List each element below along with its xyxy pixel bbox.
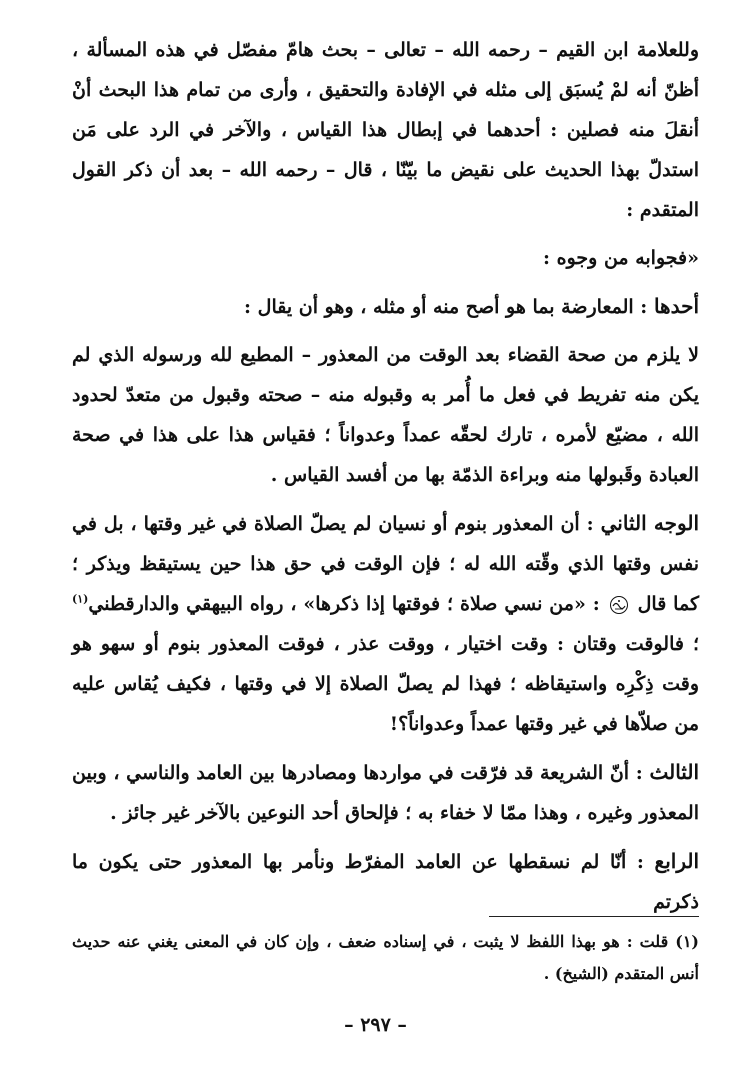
footnote-1-text: (١) قلت : هو بهذا اللفظ لا يثبت ، في إسناده ضعف ، وإن كان في المعنى يغني عنه حديث أنس المتقدم (الشيخ) .	[72, 932, 699, 983]
footnote-reference[interactable]: (١)	[72, 592, 89, 606]
first-point-heading: أحدها	[653, 294, 699, 318]
third-point-heading: الثالث	[649, 760, 699, 784]
paragraph-intro	[72, 30, 699, 230]
paragraph-third-point	[72, 752, 699, 833]
intro-text: وللعلامة ابن القيم – رحمه الله – تعالى – بحث هامّ مفصّل في هذه المسألة ، أظنّ أنه لمْ يُسبَق إلى مثله في الإفادة والتحقيق ، وأرى من تمام هذا البحث أنْ أنقلَ منه فصلين : أحدهما في إبطال هذا القياس ، والآخر في الرد على مَن استدلّ بهذا الحديث على نقيض ما بيّنّا ، قال – رحمه الله – بعد أن ذكر القول المتقدم :	[72, 39, 699, 221]
first-point-text: : المعارضة بما هو أصح منه أو مثله ، وهو أن يقال :	[244, 296, 654, 318]
paragraph-fourth-point	[72, 841, 699, 922]
paragraph-second-point	[72, 503, 699, 744]
second-point-text-c: ؛ فالوقت وقتان : وقت اختيار ، ووقت عذر ، فوقت المعذور بنوم أو سهو هو وقت ذِكْرِه واستيقاظه ؛ فهذا لم يصلّ الصلاة إلا في وقتها ، فكيف يُقاس عليه من صلاّها في غير وقتها عمداً وعدواناً؟!	[72, 633, 699, 735]
third-point-text: : أنّ الشريعة قد فرّقت في مواردها ومصادرها بين العامد والناسي ، وبين المعذور وغيره ، وهذا ممّا لا خفاء به ؛ فإلحاق أحد النوعين بالآخر غير جائز .	[72, 762, 699, 824]
second-point-heading: الوجه الثاني	[600, 511, 699, 535]
second-point-text-b: : «من نسي صلاة ؛ فوقتها إذا ذكرها» ، رواه البيهقي والدارقطني	[88, 593, 607, 615]
paragraph-first-point	[72, 286, 699, 327]
fourth-point-heading: الرابع	[654, 849, 699, 873]
page-number: – ٢٩٧ –	[344, 1014, 407, 1036]
fourth-point-text: : أنّا لم نسقطها عن العامد المفرّط ونأمر بها المعذور حتى يكون ما ذكرتم	[72, 851, 699, 913]
salawat-seal-icon	[609, 595, 629, 615]
first-point-body-text: لا يلزم من صحة القضاء بعد الوقت من المعذور – المطيع لله ورسوله الذي لم يكن منه تفريط في فعل ما أُمر به وقبوله منه – صحته وقبول من متعدّ لحدود الله ، مضيّع لأمره ، تارك لحقّه عمداً وعدواناً ؛ فقياس هذا على هذا في صحة العبادة وقَبولها منه وبراءة الذمّة بها من أفسد القياس .	[72, 344, 699, 486]
main-text	[72, 30, 699, 922]
footnote-section	[72, 926, 699, 990]
paragraph-answer-opening	[72, 238, 699, 278]
footnote-1	[72, 926, 699, 990]
second-point-text-a: : أن المعذور بنوم أو نسيان لم يصلّ الصلاة في غير وقتها ، بل في نفس وقتها الذي وقّته الله له ؛ فإن الوقت في حق هذا حين يستيقظ ويذكر ؛ كما قال	[72, 513, 699, 615]
footnote-divider	[489, 916, 699, 917]
answer-opening-text: «فجوابه من وجوه :	[543, 247, 699, 269]
paragraph-first-point-body	[72, 335, 699, 495]
